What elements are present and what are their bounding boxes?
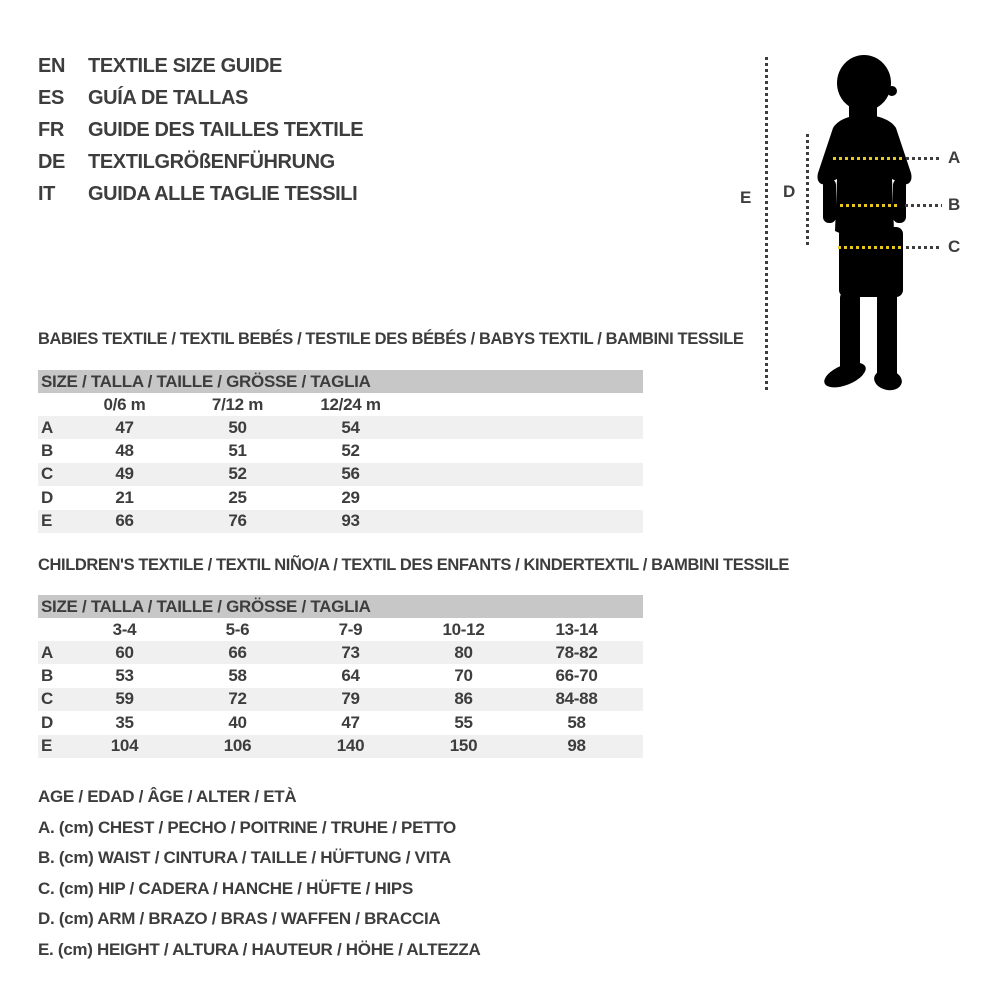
size-cell: 25 bbox=[228, 487, 247, 507]
table-row bbox=[38, 416, 643, 439]
column-header-row bbox=[38, 618, 643, 641]
row-label: E bbox=[41, 511, 53, 531]
table-row bbox=[38, 711, 643, 734]
measure-label-b: B bbox=[948, 195, 961, 214]
size-table-header: SIZE / TALLA / TAILLE / GRÖSSE / TAGLIA bbox=[38, 595, 643, 618]
size-cell: 93 bbox=[341, 511, 360, 531]
row-label: D bbox=[41, 487, 53, 507]
babies-size-table bbox=[38, 370, 643, 533]
size-cell: 59 bbox=[115, 689, 134, 709]
height-measure-line-e bbox=[765, 57, 768, 393]
measure-label-c: C bbox=[948, 237, 961, 256]
size-cell: 66-70 bbox=[555, 666, 598, 686]
size-table-header: SIZE / TALLA / TAILLE / GRÖSSE / TAGLIA bbox=[38, 370, 643, 393]
lang-code: EN bbox=[38, 54, 65, 77]
table-row bbox=[38, 463, 643, 486]
size-cell: 53 bbox=[115, 666, 134, 686]
legend-waist: B. (cm) WAIST / CINTURA / TAILLE / HÜFTUNG / VITA bbox=[38, 848, 451, 868]
legend-chest: A. (cm) CHEST / PECHO / POITRINE / TRUHE / PETTO bbox=[38, 817, 456, 837]
children-size-table bbox=[38, 595, 643, 758]
column-header: 7-9 bbox=[338, 619, 363, 639]
arm-measure-line-d bbox=[806, 134, 809, 248]
row-label: B bbox=[41, 666, 53, 686]
row-label: C bbox=[41, 464, 53, 484]
size-cell: 86 bbox=[454, 689, 473, 709]
measurement-legend bbox=[38, 782, 480, 965]
row-label: A bbox=[41, 642, 53, 662]
legend-age: AGE / EDAD / ÂGE / ALTER / ETÀ bbox=[38, 787, 297, 807]
lang-row-en bbox=[38, 50, 363, 82]
column-header-row bbox=[38, 393, 643, 416]
hip-leader-line-c bbox=[906, 246, 942, 249]
column-header: 13-14 bbox=[555, 619, 598, 639]
size-cell: 76 bbox=[228, 511, 247, 531]
legend-arm: D. (cm) ARM / BRAZO / BRAS / WAFFEN / BRACCIA bbox=[38, 909, 441, 929]
size-cell: 64 bbox=[341, 666, 360, 686]
table-row bbox=[38, 641, 643, 664]
size-cell: 66 bbox=[115, 511, 134, 531]
size-cell: 150 bbox=[449, 736, 478, 756]
size-cell: 58 bbox=[228, 666, 247, 686]
row-label: B bbox=[41, 441, 53, 461]
table-row bbox=[38, 664, 643, 687]
size-cell: 58 bbox=[567, 712, 586, 732]
size-cell: 56 bbox=[341, 464, 360, 484]
size-cell: 47 bbox=[341, 712, 360, 732]
size-cell: 73 bbox=[341, 642, 360, 662]
size-cell: 106 bbox=[223, 736, 252, 756]
size-cell: 66 bbox=[228, 642, 247, 662]
size-cell: 52 bbox=[228, 464, 247, 484]
size-cell: 49 bbox=[115, 464, 134, 484]
children-section-title: CHILDREN'S TEXTILE / TEXTIL NIÑO/A / TEXTIL DES ENFANTS / KINDERTEXTIL / BAMBINI TESSILE bbox=[38, 556, 790, 574]
lang-row-it bbox=[38, 178, 363, 210]
size-cell: 80 bbox=[454, 642, 473, 662]
size-cell: 51 bbox=[228, 441, 247, 461]
size-cell: 79 bbox=[341, 689, 360, 709]
child-silhouette-icon bbox=[813, 53, 928, 391]
lang-title: GUIDA ALLE TAGLIE TESSILI bbox=[88, 182, 358, 205]
column-header: 5-6 bbox=[225, 619, 250, 639]
lang-row-de bbox=[38, 146, 363, 178]
lang-code: FR bbox=[38, 118, 64, 141]
row-label: A bbox=[41, 417, 53, 437]
size-cell: 72 bbox=[228, 689, 247, 709]
legend-height: E. (cm) HEIGHT / ALTURA / HAUTEUR / HÖHE / ALTEZZA bbox=[38, 939, 481, 959]
measure-label-d: D bbox=[783, 182, 796, 201]
size-cell: 52 bbox=[341, 441, 360, 461]
row-label: D bbox=[41, 712, 53, 732]
lang-code: DE bbox=[38, 150, 65, 173]
size-cell: 104 bbox=[110, 736, 139, 756]
lang-code: ES bbox=[38, 86, 64, 109]
size-cell: 78-82 bbox=[555, 642, 598, 662]
legend-hip: C. (cm) HIP / CADERA / HANCHE / HÜFTE / HIPS bbox=[38, 878, 414, 898]
column-header: 12/24 m bbox=[320, 394, 381, 414]
waist-measure-line-b bbox=[840, 204, 900, 207]
lang-row-fr bbox=[38, 114, 363, 146]
size-cell: 21 bbox=[115, 487, 134, 507]
column-header: 7/12 m bbox=[211, 394, 264, 414]
lang-title: GUÍA DE TALLAS bbox=[88, 86, 248, 109]
chest-leader-line-a bbox=[906, 157, 942, 160]
lang-title: GUIDE DES TAILLES TEXTILE bbox=[88, 118, 364, 141]
size-cell: 98 bbox=[567, 736, 586, 756]
row-label: E bbox=[41, 736, 53, 756]
size-cell: 70 bbox=[454, 666, 473, 686]
size-cell: 50 bbox=[228, 417, 247, 437]
table-row bbox=[38, 688, 643, 711]
hip-measure-line-c bbox=[838, 246, 904, 249]
size-cell: 84-88 bbox=[555, 689, 598, 709]
chest-measure-line-a bbox=[833, 157, 903, 160]
lang-title: TEXTILGRÖßENFÜHRUNG bbox=[88, 150, 335, 173]
table-row bbox=[38, 735, 643, 758]
measure-label-e: E bbox=[740, 188, 752, 207]
size-cell: 140 bbox=[336, 736, 365, 756]
column-header: 3-4 bbox=[112, 619, 137, 639]
waist-leader-line-b bbox=[905, 204, 942, 207]
table-row bbox=[38, 486, 643, 509]
table-row bbox=[38, 439, 643, 462]
measure-label-a: A bbox=[948, 148, 961, 167]
size-cell: 55 bbox=[454, 712, 473, 732]
babies-section-title: BABIES TEXTILE / TEXTIL BEBÉS / TESTILE DES BÉBÉS / BABYS TEXTIL / BAMBINI TESSILE bbox=[38, 330, 744, 348]
size-cell: 60 bbox=[115, 642, 134, 662]
size-cell: 29 bbox=[341, 487, 360, 507]
table-row bbox=[38, 510, 643, 533]
size-cell: 40 bbox=[228, 712, 247, 732]
language-title-list bbox=[38, 50, 363, 210]
size-cell: 35 bbox=[115, 712, 134, 732]
lang-code: IT bbox=[38, 182, 55, 205]
lang-title: TEXTILE SIZE GUIDE bbox=[88, 54, 282, 77]
size-cell: 54 bbox=[341, 417, 360, 437]
size-cell: 47 bbox=[115, 417, 134, 437]
size-cell: 48 bbox=[115, 441, 134, 461]
column-header: 10-12 bbox=[442, 619, 485, 639]
row-label: C bbox=[41, 689, 53, 709]
column-header: 0/6 m bbox=[103, 394, 146, 414]
lang-row-es bbox=[38, 82, 363, 114]
